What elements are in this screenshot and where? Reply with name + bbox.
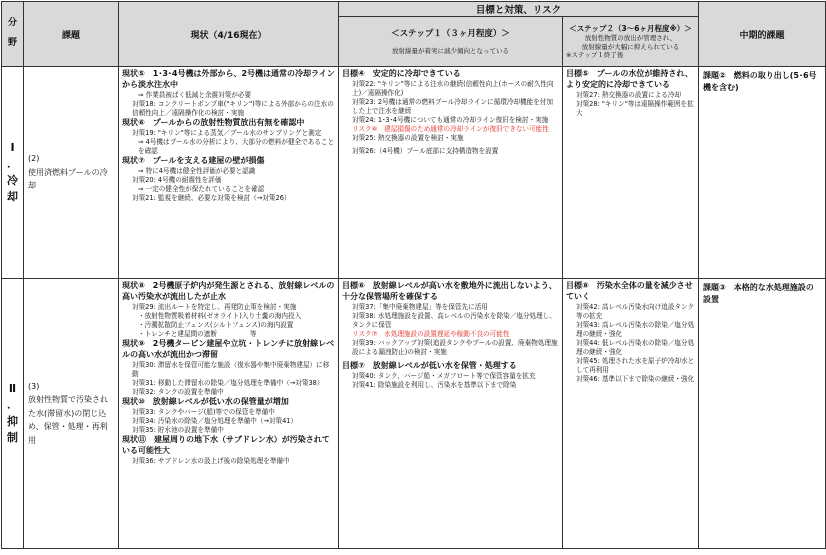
measure-text: ⇒ 作業員被ばく低減と余震対策が必要: [138, 90, 252, 99]
header-step2: [563, 17, 699, 67]
item-heading: 目標⑧ 汚染水全体の量を減少させていく: [566, 281, 693, 301]
measure-text: 対策29: 流出ルートを特定し、再発防止策を検討・実施: [132, 302, 297, 311]
item-heading: 現状⑪ 建屋周りの地下水（サブドレン水）が汚染されている可能性大: [122, 435, 330, 455]
row-cooling: [2, 67, 826, 279]
topic-number: (2): [28, 154, 40, 164]
item-heading: 現状⑧ 2号機原子炉内が発生源とされる、放射線レベルの高い汚染水が流出したが止水: [122, 281, 335, 301]
step2-cooling: [563, 67, 699, 279]
status-cooling: [119, 67, 339, 279]
item-heading: 現状⑨ 2号機タービン建屋や立坑・トレンチに放射線レベルの高い水が流出かつ滞留: [122, 338, 335, 359]
step2-desc-3: ※ステップ１終了後: [566, 51, 624, 60]
step1-desc: 放射線量が着実に減少傾向となっている: [392, 47, 509, 56]
step2-desc-1: 放射性物質の放出が管理され、: [584, 34, 677, 43]
header-status: 現状（4/16現在）: [119, 2, 339, 67]
header-mid-term: 中期的課題: [699, 2, 826, 67]
step1-title: ＜ステップ１（３ヶ月程度）＞: [391, 29, 510, 40]
measure-text: 対策34: 汚染水の除染／塩分処理を準備中（→対策41）: [132, 416, 298, 425]
status-containment: [119, 279, 339, 549]
measure-text: ・トレンチと建屋間の遮断 等: [138, 329, 257, 338]
measure-text: 対策42: 高レベル汚染水向け追設タンク等の拡充: [576, 302, 695, 320]
item-heading: 目標⑤ プールの水位が維持され、より安定的に冷却できている: [566, 69, 693, 89]
topic-number: (3): [28, 381, 40, 391]
measure-text: 対策44: 低レベル汚染水の除染／塩分処理の継続・強化: [576, 338, 695, 357]
risk-text: リスク⑥ 建屋損傷のため通常の冷却ラインが復旧できない可能性: [352, 125, 549, 134]
measure-text: 対策21: 監視を継続、必要な対策を検討（→対策26）: [132, 194, 291, 203]
measure-text: 対策41: 除染施設を利用し、汚染水を基準以下まで除染: [352, 381, 517, 390]
category-containment: Ⅱ ． 抑 制: [2, 279, 24, 549]
measure-text: 対策30: 滞留水を保管可能な施設（復水器や集中廃棄物建屋）に移動: [132, 360, 330, 378]
measure-text: 対策25: 熱交換器の設置を検討・実施: [352, 134, 464, 143]
row-containment: [2, 279, 826, 549]
measure-text: 対策24: 1･3･4号機についても通常の冷却ライン復旧を検討・実施: [352, 116, 549, 125]
step2-desc-2: 放射線量が大幅に抑えられている: [581, 42, 680, 51]
measure-text: 対策28: "キリン"等は遠隔操作範囲を拡大: [576, 99, 694, 117]
header-goals: 目標と対策、リスク: [339, 2, 699, 17]
measure-text: 対策33: タンクやバージ(船)等での保管を準備中: [132, 407, 275, 416]
measure-text: ⇒ 4号機はプール水の分析により、大部分の燃料が健全であることを確認: [138, 137, 335, 155]
step2-containment: [563, 279, 699, 549]
measure-text: 対策38: 水処理施設を設置、高レベルの汚染水を除染／塩分処理し、タンクに保管: [352, 311, 556, 329]
measure-text: ・放射性物質吸着材料(ゼオライト)入り土嚢の海内投入: [138, 311, 302, 320]
measure-text: 対策18: コンクリートポンプ車("キリン")等による外部からの注水の信頼性向上／遠隔操作化の検討・実施: [132, 99, 334, 117]
measure-text: 対策36: サブドレン水の汲上げ後の除染処理を準備中: [132, 456, 290, 465]
measure-text: ⇒ 一定の健全性が保たれていることを確認: [138, 184, 265, 193]
category-cooling: Ⅰ ． 冷 却: [2, 67, 24, 279]
measure-text: 対策26:（4号機）プール底部に支持構造物を設置: [352, 147, 499, 156]
item-heading: 現状⑤ 1･3･4号機は外部から、2号機は通常の冷却ラインから淡水注水中: [122, 69, 335, 89]
header-category: 分 野: [2, 2, 24, 67]
item-heading: 目標④ 安定的に冷却できている: [342, 69, 461, 78]
measure-text: 対策45: 処理された水を原子炉冷却水として再利用: [576, 357, 695, 375]
topic-containment: [24, 279, 119, 549]
header-topic: 課題: [24, 2, 119, 67]
roadmap-table: [1, 1, 826, 549]
step2-title: ＜ステップ２（3〜6ヶ月程度※）＞: [569, 24, 692, 34]
measure-text: 対策40: タンク、バージ船・メガフロート等で保管容量を拡充: [352, 371, 536, 380]
mid-term-containment: 課題③ 本格的な水処理施設の設置: [699, 279, 826, 549]
measure-text: 対策43: 高レベル汚染水の除染／塩分処理の継続・強化: [576, 320, 695, 338]
measure-text: ・汚濁拡散防止フェンス(シルトフェンス)の海内設置: [138, 320, 294, 329]
header-step1: [339, 17, 563, 67]
measure-text: 対策20: 4号機の耐震性を評価: [132, 175, 222, 184]
item-heading: 現状⑩ 放射線レベルが低い水の保管量が増加: [122, 396, 289, 406]
step1-cooling: [339, 67, 563, 279]
measure-text: 対策23: 2号機は通常の燃料プール冷却ラインに循環冷却機能を付加した上で注水を継続: [352, 97, 553, 116]
measure-text: 対策46: 基準以下まで除染の継続・強化: [576, 375, 695, 384]
item-heading: 現状⑦ プールを支える建屋の壁が損傷: [122, 155, 265, 165]
item-heading: 目標⑥ 放射線レベルが高い水を敷地外に流出しないよう、十分な保管場所を確保する: [342, 281, 557, 301]
risk-text: リスク⑦ 水処理施設の設置遅延や稼動不良の可能性: [352, 329, 510, 338]
measure-text: 対策22: "キリン"等による注水の継続(信頼性向上(ホースの耐久性向上)／遠隔操作化): [352, 79, 554, 97]
measure-text: 対策19: "キリン"等による蒸気／プール水のサンプリングと測定: [132, 128, 322, 137]
topic-cooling: [24, 67, 119, 279]
measure-text: 対策37:「集中廃棄物建屋」等を保管先に活用: [352, 302, 488, 311]
item-heading: 目標⑦ 放射線レベルが低い水を保管・処理する: [342, 361, 517, 371]
step1-containment: [339, 279, 563, 549]
mid-term-cooling: 課題② 燃料の取り出し(5･6号機を含む): [699, 67, 826, 279]
measure-text: 対策39: バックアップ対策(追設タンクやプールの設置、廃棄物処理施設による漏洩防止)の検討・実施: [352, 338, 558, 357]
measure-text: 対策35: 貯水池の設置を準備中: [132, 425, 224, 434]
measure-text: ⇒ 特に4号機は健全性評価が必要と認識: [138, 166, 256, 175]
measure-text: 対策32: タンクの設置を準備中: [132, 387, 224, 396]
topic-text: 放射性物質で汚染された水(滞留水)の閉じ込め、保管・処理・再利用: [28, 395, 108, 445]
topic-text: 使用済燃料プールの冷却: [28, 167, 108, 191]
measure-text: 対策27: 熱交換器の設置による冷却: [576, 90, 682, 99]
item-heading: 現状⑥ プールからの放射性物質放出有無を確認中: [122, 117, 305, 127]
measure-text: 対策31: 移動した滞留水の除染／塩分処理を準備中（→対策38）: [132, 378, 324, 387]
